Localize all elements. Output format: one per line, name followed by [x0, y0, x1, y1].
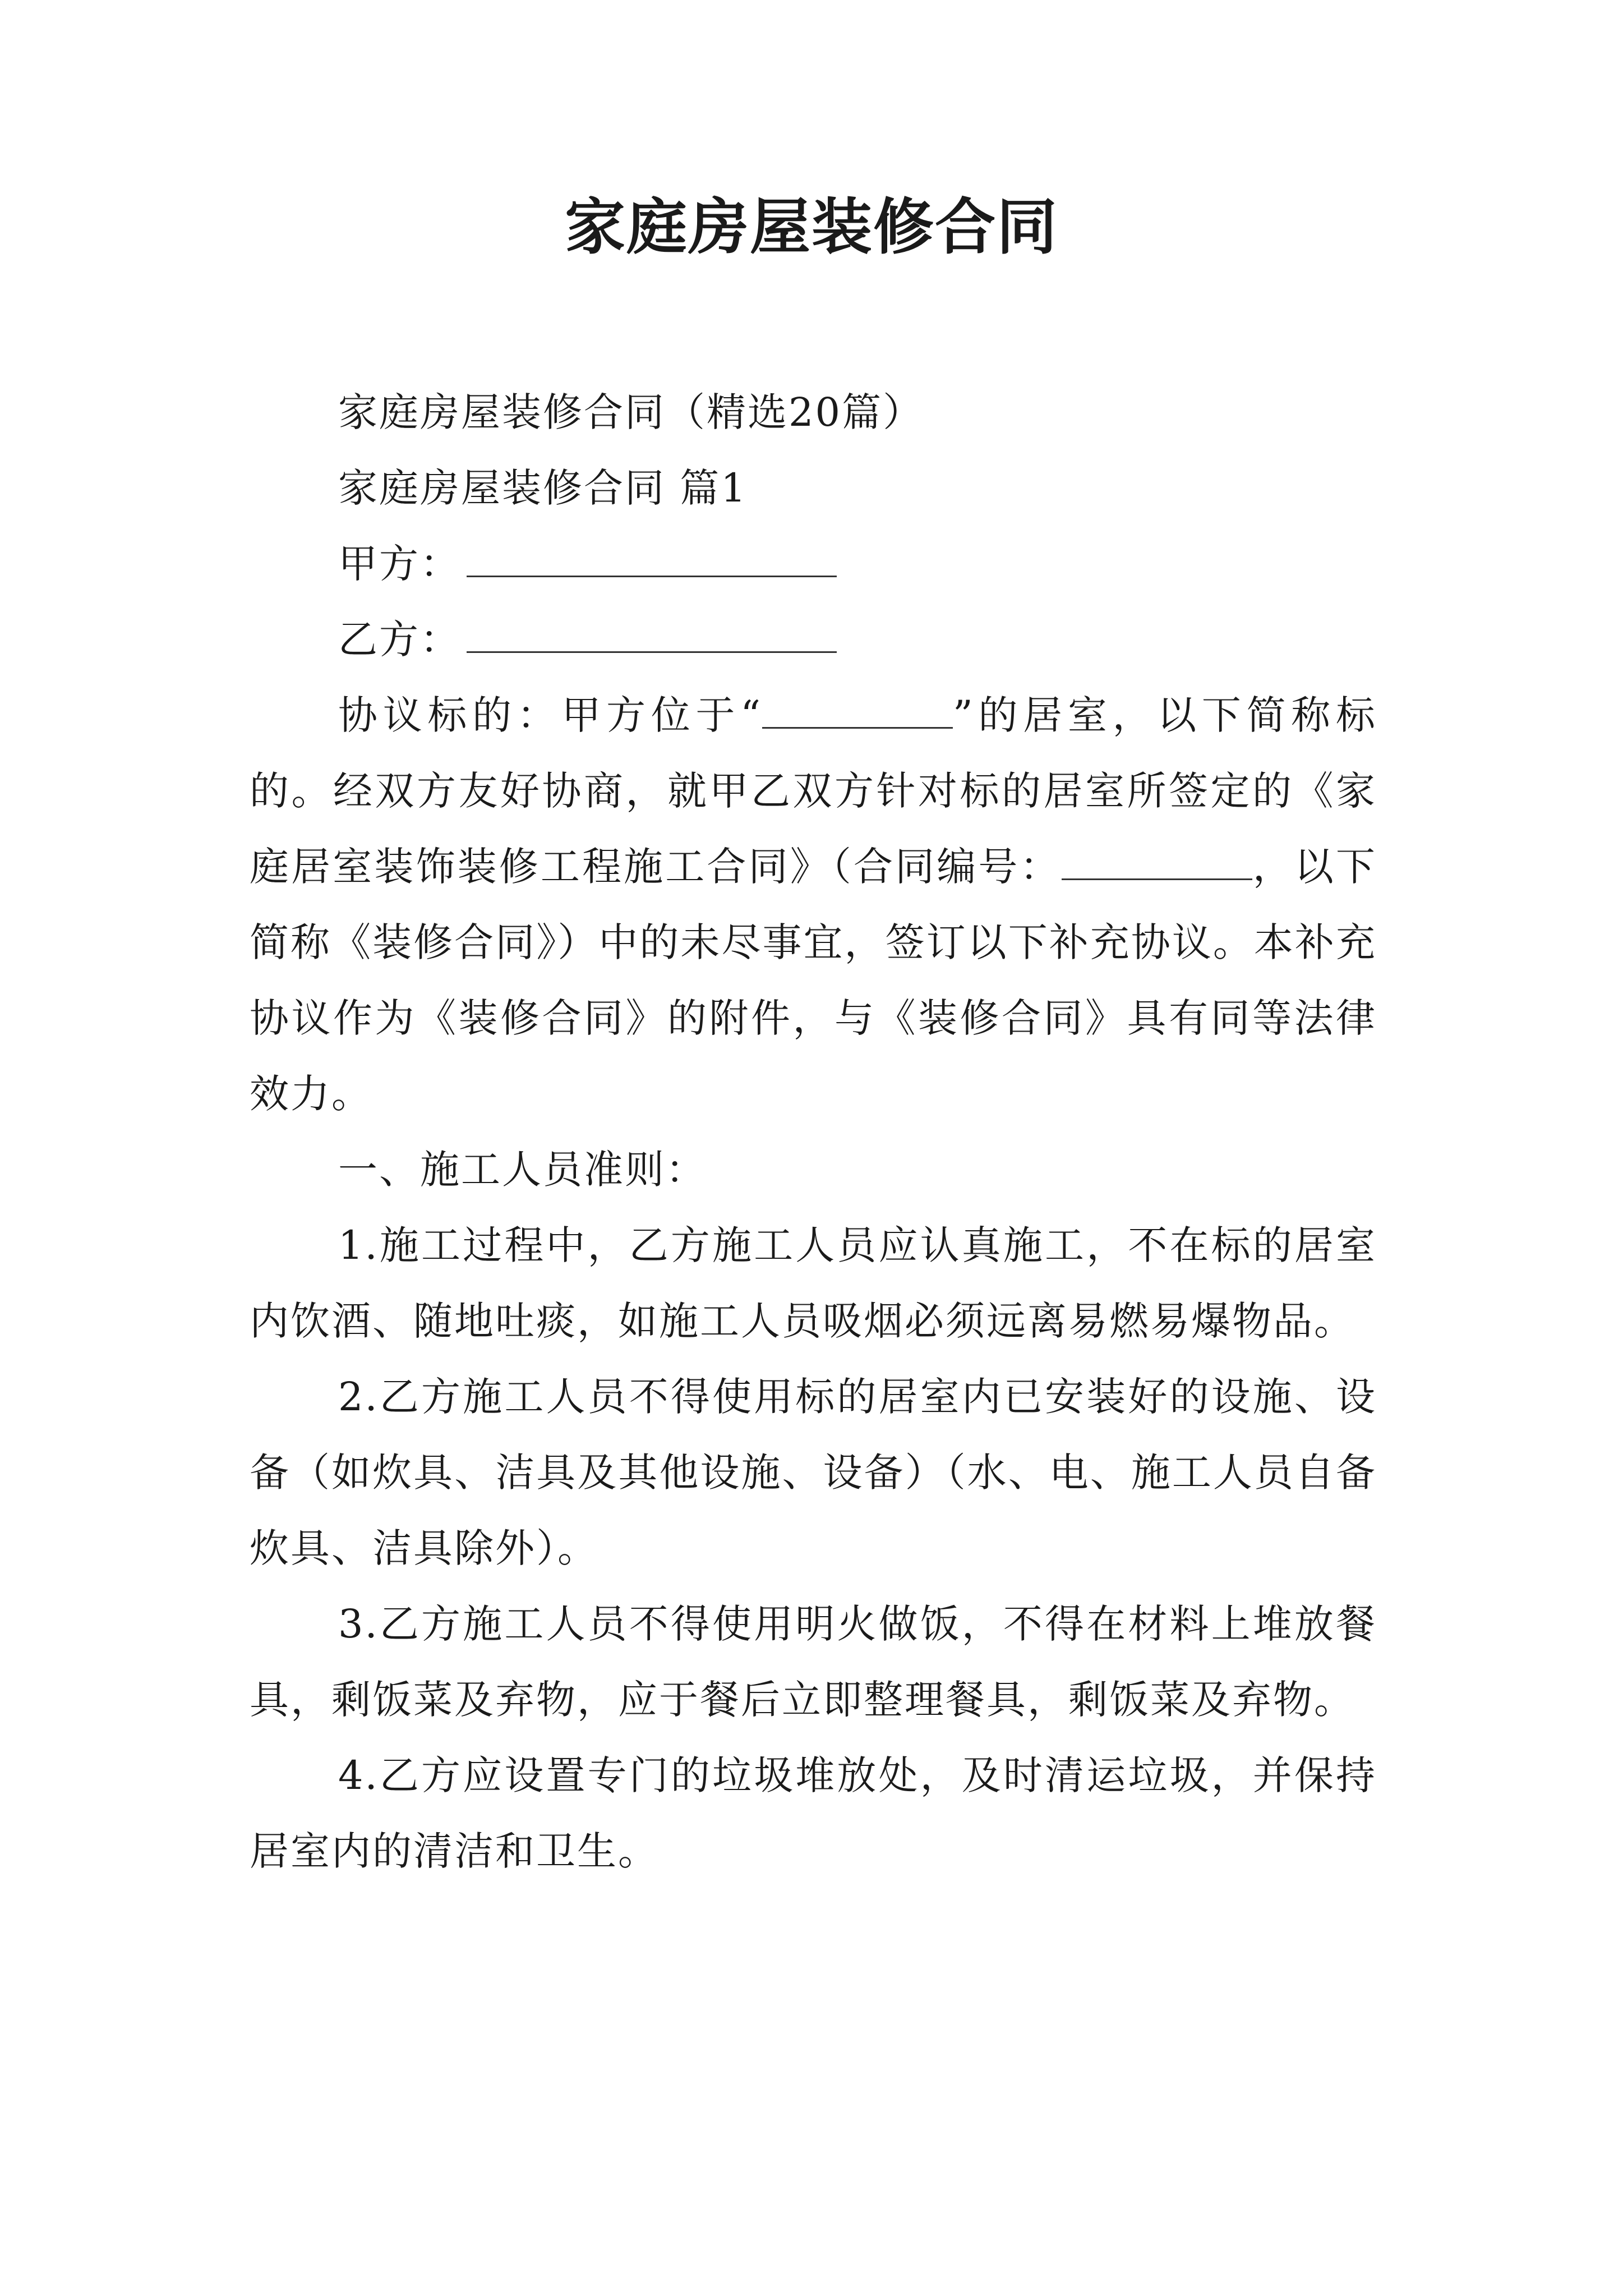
section-heading: 家庭房屋装修合同 篇1	[338, 465, 748, 511]
party-b-label: 乙方：	[338, 616, 461, 662]
contract-number-blank	[1062, 838, 1252, 880]
location-blank	[762, 687, 953, 729]
party-b-line	[250, 602, 1377, 678]
intro-paragraph	[250, 678, 1377, 1132]
subtitle: 家庭房屋装修合同（精选20篇）	[338, 389, 924, 435]
party-a-label: 甲方：	[338, 541, 461, 587]
party-a-blank	[467, 535, 837, 577]
intro-text-1: 协议标的：甲方位于“	[338, 692, 762, 738]
document-body	[250, 375, 1377, 1889]
party-a-line	[250, 526, 1377, 602]
clause-4: 4.乙方应设置专门的垃圾堆放处，及时清运垃圾，并保持居室内的清洁和卫生。	[250, 1752, 1377, 1874]
party-b-blank	[467, 611, 837, 653]
clause-1: 1.施工过程中，乙方施工人员应认真施工，不在标的居室内饮酒、随地吐痰，如施工人员吸烟必须远离易燃易爆物品。	[250, 1222, 1377, 1344]
section-one-heading: 一、施工人员准则：	[338, 1147, 707, 1193]
intro-text-2: ”的居室，以下简称标的。经双方友好协商，就甲乙双方针对标的居室所签定的《家庭居室装饰装修工程施工合同》（合同编号：	[250, 692, 1377, 890]
clause-2: 2.乙方施工人员不得使用标的居室内已安装好的设施、设备（如炊具、洁具及其他设施、设备）（水、电、施工人员自备炊具、洁具除外）。	[250, 1374, 1377, 1571]
document-title: 家庭房屋装修合同	[564, 192, 1058, 263]
clause-3: 3.乙方施工人员不得使用明火做饭，不得在材料上堆放餐具，剩饭菜及弃物，应于餐后立即整理餐具，剩饭菜及弃物。	[250, 1601, 1377, 1723]
intro-text-3: ，以下简称《装修合同》）中的未尽事宜，签订以下补充协议。本补充协议作为《装修合同》的附件，与《装修合同》具有同等法律效力。	[250, 844, 1377, 1117]
